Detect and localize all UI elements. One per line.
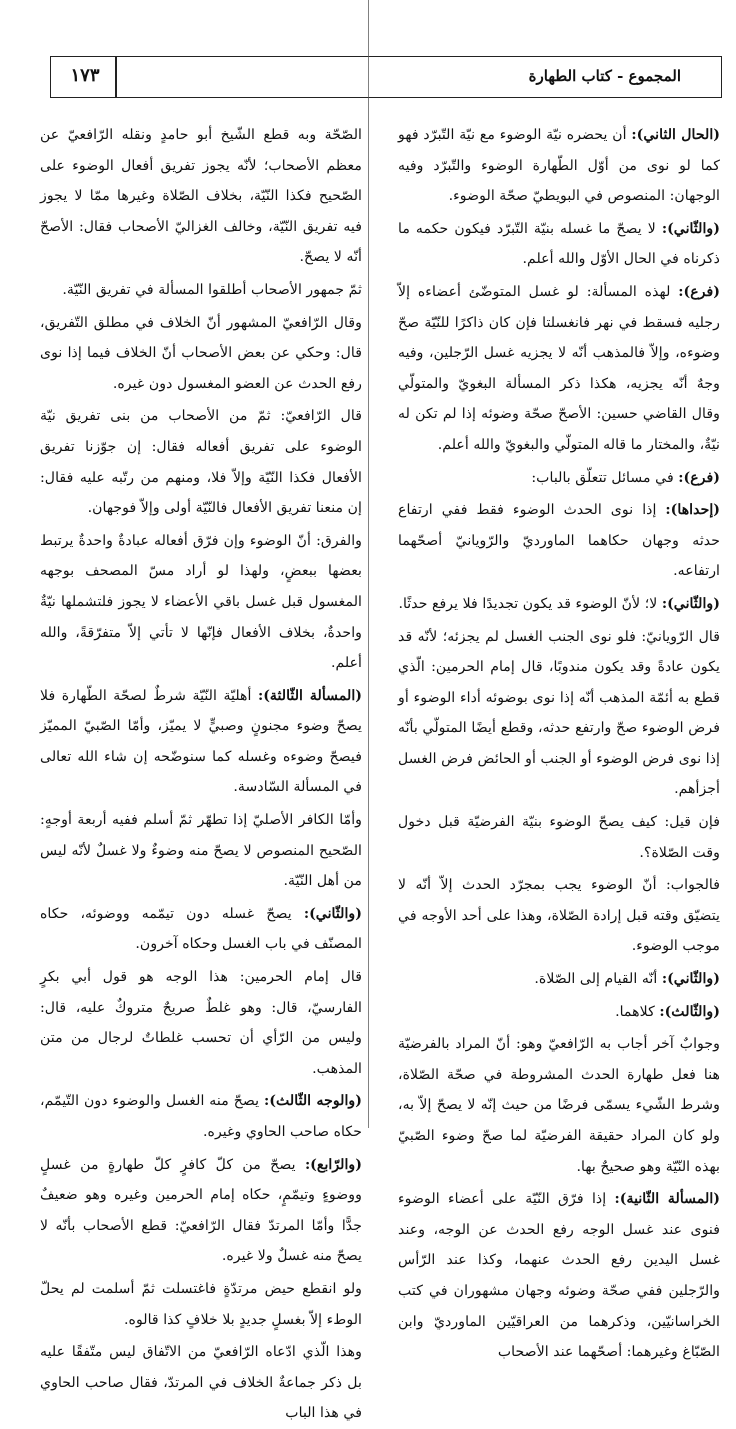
paragraph — [398, 589, 720, 620]
paragraph-text: فإن قيل: كيف يصحّ الوضوء بنيّة الفرضيّة قبل دخول وقت الصّلاة؟. — [398, 814, 720, 861]
paragraph-text: وقال الرّافعيّ المشهور أنّ الخلاف في مطلق التّفريق، قال: وحكي عن بعض الأصحاب أنّ الخلاف فيما إذا نوى رفع الحدث عن العضو المغسول دون غيره. — [40, 314, 362, 392]
paragraph-text: فالجواب: أنّ الوضوء يجب بمجرّد الحدث إلاّ أنّه لا يتضيّق وقته قبل إرادة الصّلاة، وهذا على أحد الأوجه في موجب الوضوء. — [398, 877, 720, 955]
page-number: ١٧٣ — [70, 65, 100, 86]
paragraph-text: قال الرّافعيّ: ثمّ من الأصحاب من بنى تفريق نيّة الوضوء على تفريق أفعاله فقال: إن جوّزنا تفريق الأفعال فكذا النّيّة وإلاّ فلا، ومنهم من رتّبه عليه فقال: إن منعنا تفريق الأفعال فالنّيّة أولى وإلاّ فوجهان. — [40, 408, 362, 517]
paragraph — [40, 308, 362, 400]
paragraph — [40, 1086, 362, 1147]
paragraph-text: يصحّ منه الغسل والوضوء دون التّيمّم، حكاه صاحب الحاوي وغيره. — [40, 1093, 362, 1140]
paragraph-label: (والثّاني): — [303, 905, 362, 922]
paragraph-text: إذا فرّق النّيّة على أعضاء الوضوء فنوى عند غسل الوجه رفع الحدث عن الوجه، وعند غسل اليدين رفع الحدث عنهما، وكذا عند الرّأس والرّجلين ففي صحّة وضوئه وجهان مشهوران في كتب الخراسانيّين، وذكرهما من العراقيّين الماورديّ وابن الصّبّاغ وغيرهما: أصحّهما عند الأصحاب — [398, 1191, 720, 1361]
paragraph-label: (فرع): — [678, 469, 720, 486]
paragraph — [40, 401, 362, 523]
paragraph-label: (الحال الثاني): — [631, 127, 720, 143]
page-header — [50, 56, 722, 98]
paragraph — [40, 962, 362, 1084]
paragraph — [40, 1274, 362, 1335]
right-column — [398, 120, 721, 1361]
paragraph — [398, 120, 720, 212]
paragraph-text: أهليّة النّيّة شرطٌ لصحّة الطّهارة فلا يصحّ وضوء مجنونٍ وصبيٍّ لا يميّز، وأمّا الصّبيّ المميّز فيصحّ وضوءه وغسله كما سنوضّحه إن شاء الله تعالى في المسألة السّادسة. — [40, 687, 362, 796]
header-separator — [115, 57, 117, 97]
paragraph — [40, 805, 362, 897]
paragraph — [40, 526, 362, 679]
paragraph-text: يصحّ من كلّ كافرٍ كلّ طهارةٍ من غسلٍ ووضوءٍ وتيمّمٍ، حكاه إمام الحرمين وغيره وهو ضعيفٌ جدًّا وأمّا المرتدّ فقال الرّافعيّ: قطع الأصحاب بأنّه لا يصحّ منه غسلٌ ولا غيره. — [40, 1156, 362, 1265]
paragraph — [398, 964, 720, 995]
paragraph — [40, 899, 362, 960]
paragraph — [40, 681, 362, 803]
paragraph-text: وهذا الّذي ادّعاه الرّافعيّ من الاتّفاق ليس متّفقًا عليه بل ذكر جماعةٌ الخلاف في المرتدّ، فقال صاحب الحاوي في هذا الباب — [40, 1344, 362, 1422]
paragraph-label: (والثّاني): — [661, 971, 720, 988]
paragraph-label: (والثّالث): — [659, 1003, 720, 1020]
paragraph-text: ثمّ جمهور الأصحاب أطلقوا المسألة في تفريق النّيّة. — [62, 281, 362, 298]
paragraph-text: يصحّ غسله دون تيمّمه ووضوئه، حكاه المصنّف في باب الغسل وحكاه آخرون. — [40, 905, 362, 953]
paragraph-label: (والوجه الثّالث): — [264, 1093, 362, 1110]
paragraph-label: (والثّاني): — [661, 220, 720, 237]
paragraph — [398, 214, 720, 275]
paragraph-label: (والثّاني): — [661, 595, 720, 612]
paragraph — [398, 1184, 720, 1368]
paragraph-text: إذا نوى الحدث الوضوء فقط ففي ارتفاع حدثه وجهان حكاهما الماورديّ والرّويانيّ أصحّهما ارتفاعه. — [398, 502, 720, 580]
paragraph-text: لهذه المسألة: لو غسل المتوضّئ أعضاءه إلاّ رجليه فسقط في نهر فانغسلتا فإن كان ذاكرًا للنّيّة صحّ وضوءه، وإلاّ فالمذهب أنّه لا يجزيه غسل الرّجلين، وفيه وجهٌ أنّه يجزيه، هكذا ذكر المسألة البغويّ والمتولّي وقال القاضي حسين: الأصحّ صحّة وضوئه إذا لم تكن له نيّةٌ، والمختار ما قاله المتولّي والبغويّ والله أعلم. — [398, 283, 720, 453]
paragraph-label: (المسألة الثّانية): — [614, 1191, 721, 1208]
paragraph-text: أن يحضره نيّة الوضوء مع نيّة التّبرّد فهو كما لو نوى من أوّل الطّهارة الوضوء والتّبرّد وفيه الوجهان: المنصوص في البويطيّ صحّة الوضوء. — [398, 127, 720, 205]
paragraph-label: (المسألة الثّالثة): — [257, 687, 362, 704]
paragraph — [40, 1150, 362, 1272]
left-column — [40, 120, 362, 1422]
paragraph-text: قال الرّويانيّ: فلو نوى الجنب الغسل لم يجزئه؛ لأنّه قد يكون عادةً وقد يكون مندوبًا، قال إمام الحرمين: الّذي قطع به أئمّة المذهب أنّه إذا نوى بوضوئه أداء الوضوء أو فرض الوضوء صحّ وارتفع حدثه، وقطع أيضًا المتولّي بأنّه إذا نوى فرض الوضوء أو الجنب أو الحائض فرض الغسل أجزأهم. — [398, 628, 720, 798]
scan-fold-line — [368, 0, 369, 1128]
paragraph-text: والفرق: أنّ الوضوء وإن فرّق أفعاله عبادةٌ واحدةٌ يرتبط بعضها ببعضٍ، ولهذا لو أراد مسّ المصحف بوجهه المغسول قبل غسل باقي الأعضاء لا يجوز فلتشملها نيّةٌ واحدةٌ، بخلاف الأفعال فإنّها لا تأتي إلاّ متفرّقةً، والله أعلم. — [40, 532, 362, 672]
paragraph-text: قال إمام الحرمين: هذا الوجه هو قول أبي بكرٍ الفارسيّ، قال: وهو غلطٌ صريحٌ متروكٌ عليه، قال: وليس من الرّأي أن تحسب غلطاتٌ لرجال من متن المذهب. — [40, 969, 362, 1077]
paragraph — [398, 277, 720, 461]
paragraph-text: وجوابٌ آخر أجاب به الرّافعيّ وهو: أنّ المراد بالفرضيّة هنا فعل طهارة الحدث المشروطة في صحّة الصّلاة، وشرط الشّيء يسمّى فرضًا من حيث إنّه لا يصحّ إلاّ به، ولو كان المراد حقيقة الفرضيّة لما صحّ وضوء الصّبيّ بهذه النّيّة وهو صحيحٌ بها. — [398, 1036, 720, 1175]
paragraph — [398, 997, 720, 1028]
paragraph — [398, 495, 720, 587]
paragraph-label: (والرّابع): — [304, 1156, 362, 1173]
paragraph — [398, 1029, 720, 1182]
paragraph-text: أنّه القيام إلى الصّلاة. — [534, 971, 658, 988]
paragraph-text: وأمّا الكافر الأصليّ إذا تطهّر ثمّ أسلم ففيه أربعة أوجهٍ: الصّحيح المنصوص لا يصحّ منه وضوءٌ ولا غسلٌ لأنّه ليس من أهل النّيّة. — [40, 812, 362, 890]
paragraph-text: في مسائل تتعلّق بالباب: — [531, 469, 674, 486]
paragraph — [398, 807, 720, 868]
paragraph — [398, 463, 720, 494]
paragraph-text: ولو انقطع حيض مرتدّةٍ فاغتسلت ثمّ أسلمت لم يحلّ الوطء إلاّ بغسلٍ جديدٍ بلا خلافٍ كذا قالوه. — [40, 1280, 362, 1328]
paragraph — [40, 1337, 362, 1429]
paragraph-text: لا يصحّ ما غسله بنيّة التّبرّد فيكون حكمه ما ذكرناه في الحال الأوّل والله أعلم. — [398, 220, 720, 268]
paragraph-label: (فرع): — [678, 283, 720, 300]
paragraph-text: لا؛ لأنّ الوضوء قد يكون تجديدًا فلا يرفع حدثًا. — [398, 595, 658, 612]
paragraph — [398, 870, 720, 962]
paragraph-text: كلاهما. — [615, 1003, 655, 1020]
paragraph — [40, 120, 362, 273]
paragraph — [40, 275, 362, 306]
paragraph — [398, 622, 720, 806]
paragraph-label: (إحداها): — [665, 502, 720, 519]
book-title: المجموع - كتاب الطهارة — [528, 67, 681, 85]
paragraph-text: الصّحّة وبه قطع الشّيخ أبو حامدٍ ونقله الرّافعيّ عن معظم الأصحاب؛ لأنّه يجوز تفريق أفعال الوضوء على الصّحيح فكذا النّيّة، بخلاف الصّلاة وغيرها ممّا لا يجوز فيه تفريق النّيّة، وخالف الغزاليّ الأصحاب فقال: الأصحّ أنّه لا يصحّ. — [40, 127, 362, 266]
